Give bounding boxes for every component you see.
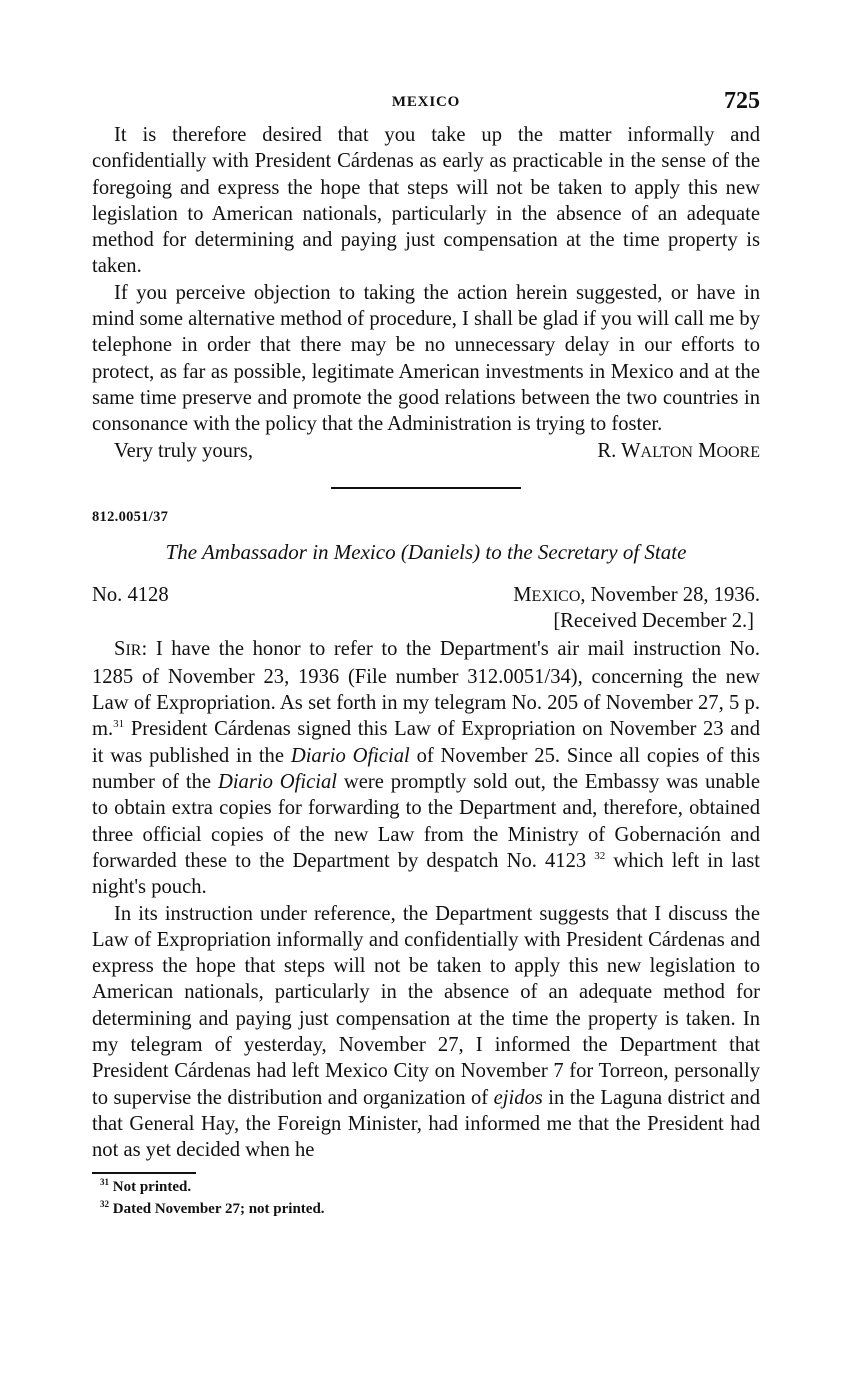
letter-closing	[92, 438, 760, 465]
document-page	[92, 88, 760, 1218]
place-initial: M	[513, 583, 532, 606]
p1-italic-diario-1: Diario Oficial	[290, 744, 410, 767]
document-date: , November 28, 1936.	[580, 583, 760, 606]
signature-smallcaps-2: OORE	[716, 443, 760, 461]
footnote-32-text: Dated November 27; not printed.	[112, 1200, 325, 1217]
footnote-31-marker: 31	[100, 1176, 109, 1187]
p1-italic-diario-2: Diario Oficial	[217, 771, 337, 794]
body-paragraph-1	[92, 636, 760, 901]
footnote-32-marker: 32	[100, 1198, 109, 1209]
section-divider	[331, 487, 521, 489]
running-header	[92, 88, 760, 122]
signature-m: M	[692, 439, 717, 462]
p2-italic-ejidos: ejidos	[493, 1086, 543, 1109]
signature-initial: R. W	[597, 439, 641, 462]
footnote-32	[100, 1196, 760, 1218]
heading-part-2: ) to the Secretary of State	[473, 539, 687, 564]
body-paragraph-2	[92, 901, 760, 1164]
letter-paragraph-1: It is therefore desired that you take up the matter informally and confidentially with President Cárdenas as early as practicable in the sense of the foregoing and express the hope that steps will not be taken to apply this new legislation to American nationals, particularly in the absence of an adequate method for determining and paying just compensation at the time property is taken.	[92, 124, 760, 278]
footnote-31	[100, 1174, 760, 1196]
p2-text-b: in the Laguna district and that General Hay, the Foreign Minister, had informed me that the President had not as yet decided when he	[92, 1086, 761, 1162]
p1-text-a: : I have the honor to refer to the Department's air mail instruction No. 1285 of November 23, 1936 (File number 312.0051/34), concerning the new Law of Expropriation. As set forth in my telegram No. 205 of November 27, 5 p. m.	[92, 637, 760, 741]
p1-text-d: were promptly sold out, the Embassy was unable to obtain extra copies for forwarding to the Department and, therefore, obtained three official copies of the new Law from the Ministry of Gobernación and forwarded these to the Department by despatch No. 4123	[92, 771, 760, 872]
p1-text-c: of November 25. Since all copies of this number of the	[92, 744, 760, 794]
heading-name: Daniels	[407, 539, 474, 564]
letter-paragraph-2: If you perceive objection to taking the action herein suggested, or have in mind some alternative method of procedure, I shall be glad if you will call me by telephone in order that there may be no unnecessary delay in our efforts to protect, as far as possible, legitimate American investments in Mexico and at the same time preserve and promote the good relations between the two countries in consonance with the policy that the Administration is trying to foster.	[92, 281, 760, 436]
document-heading	[92, 538, 760, 566]
footnote-31-text: Not printed.	[112, 1178, 192, 1195]
salutation-smallcaps: IR	[125, 641, 142, 659]
running-title: MEXICO	[391, 94, 461, 110]
page-number: 725	[724, 88, 760, 114]
p1-text-e: which left in last night's pouch.	[92, 849, 760, 899]
salutation-initial: S	[114, 637, 126, 660]
received-date: [Received December 2.]	[553, 609, 754, 632]
p1-text-b: President Cárdenas signed this Law of Expropriation on November 23 and it was published in the	[92, 718, 760, 767]
document-number: No. 4128	[92, 583, 169, 606]
footnote-ref-31: 31	[113, 718, 125, 731]
complimentary-close: Very truly yours,	[114, 439, 253, 462]
p2-text-a: In its instruction under reference, the Department suggests that I discuss the Law of Expropriation informally and confidentially with President Cárdenas and express the hope that steps will not be taken to apply this new legislation to American nationals, particularly in the absence of an adequate method for determining and paying just compensation at the time the property is taken. In my telegram of yesterday, November 27, I informed the Department that President Cárdenas had left Mexico City on November 7 for Torreon, personally to supervise the distribution and organization of	[92, 902, 760, 1109]
signature	[597, 438, 760, 466]
dateline	[92, 582, 760, 636]
signature-smallcaps-1: ALTON	[640, 443, 693, 461]
document-place-date	[513, 582, 760, 610]
footnote-ref-32: 32	[594, 850, 606, 863]
heading-part-1: The Ambassador in Mexico (	[165, 539, 408, 564]
place-smallcaps: EXICO	[531, 587, 581, 605]
file-number: 812.0051/37	[92, 508, 169, 525]
